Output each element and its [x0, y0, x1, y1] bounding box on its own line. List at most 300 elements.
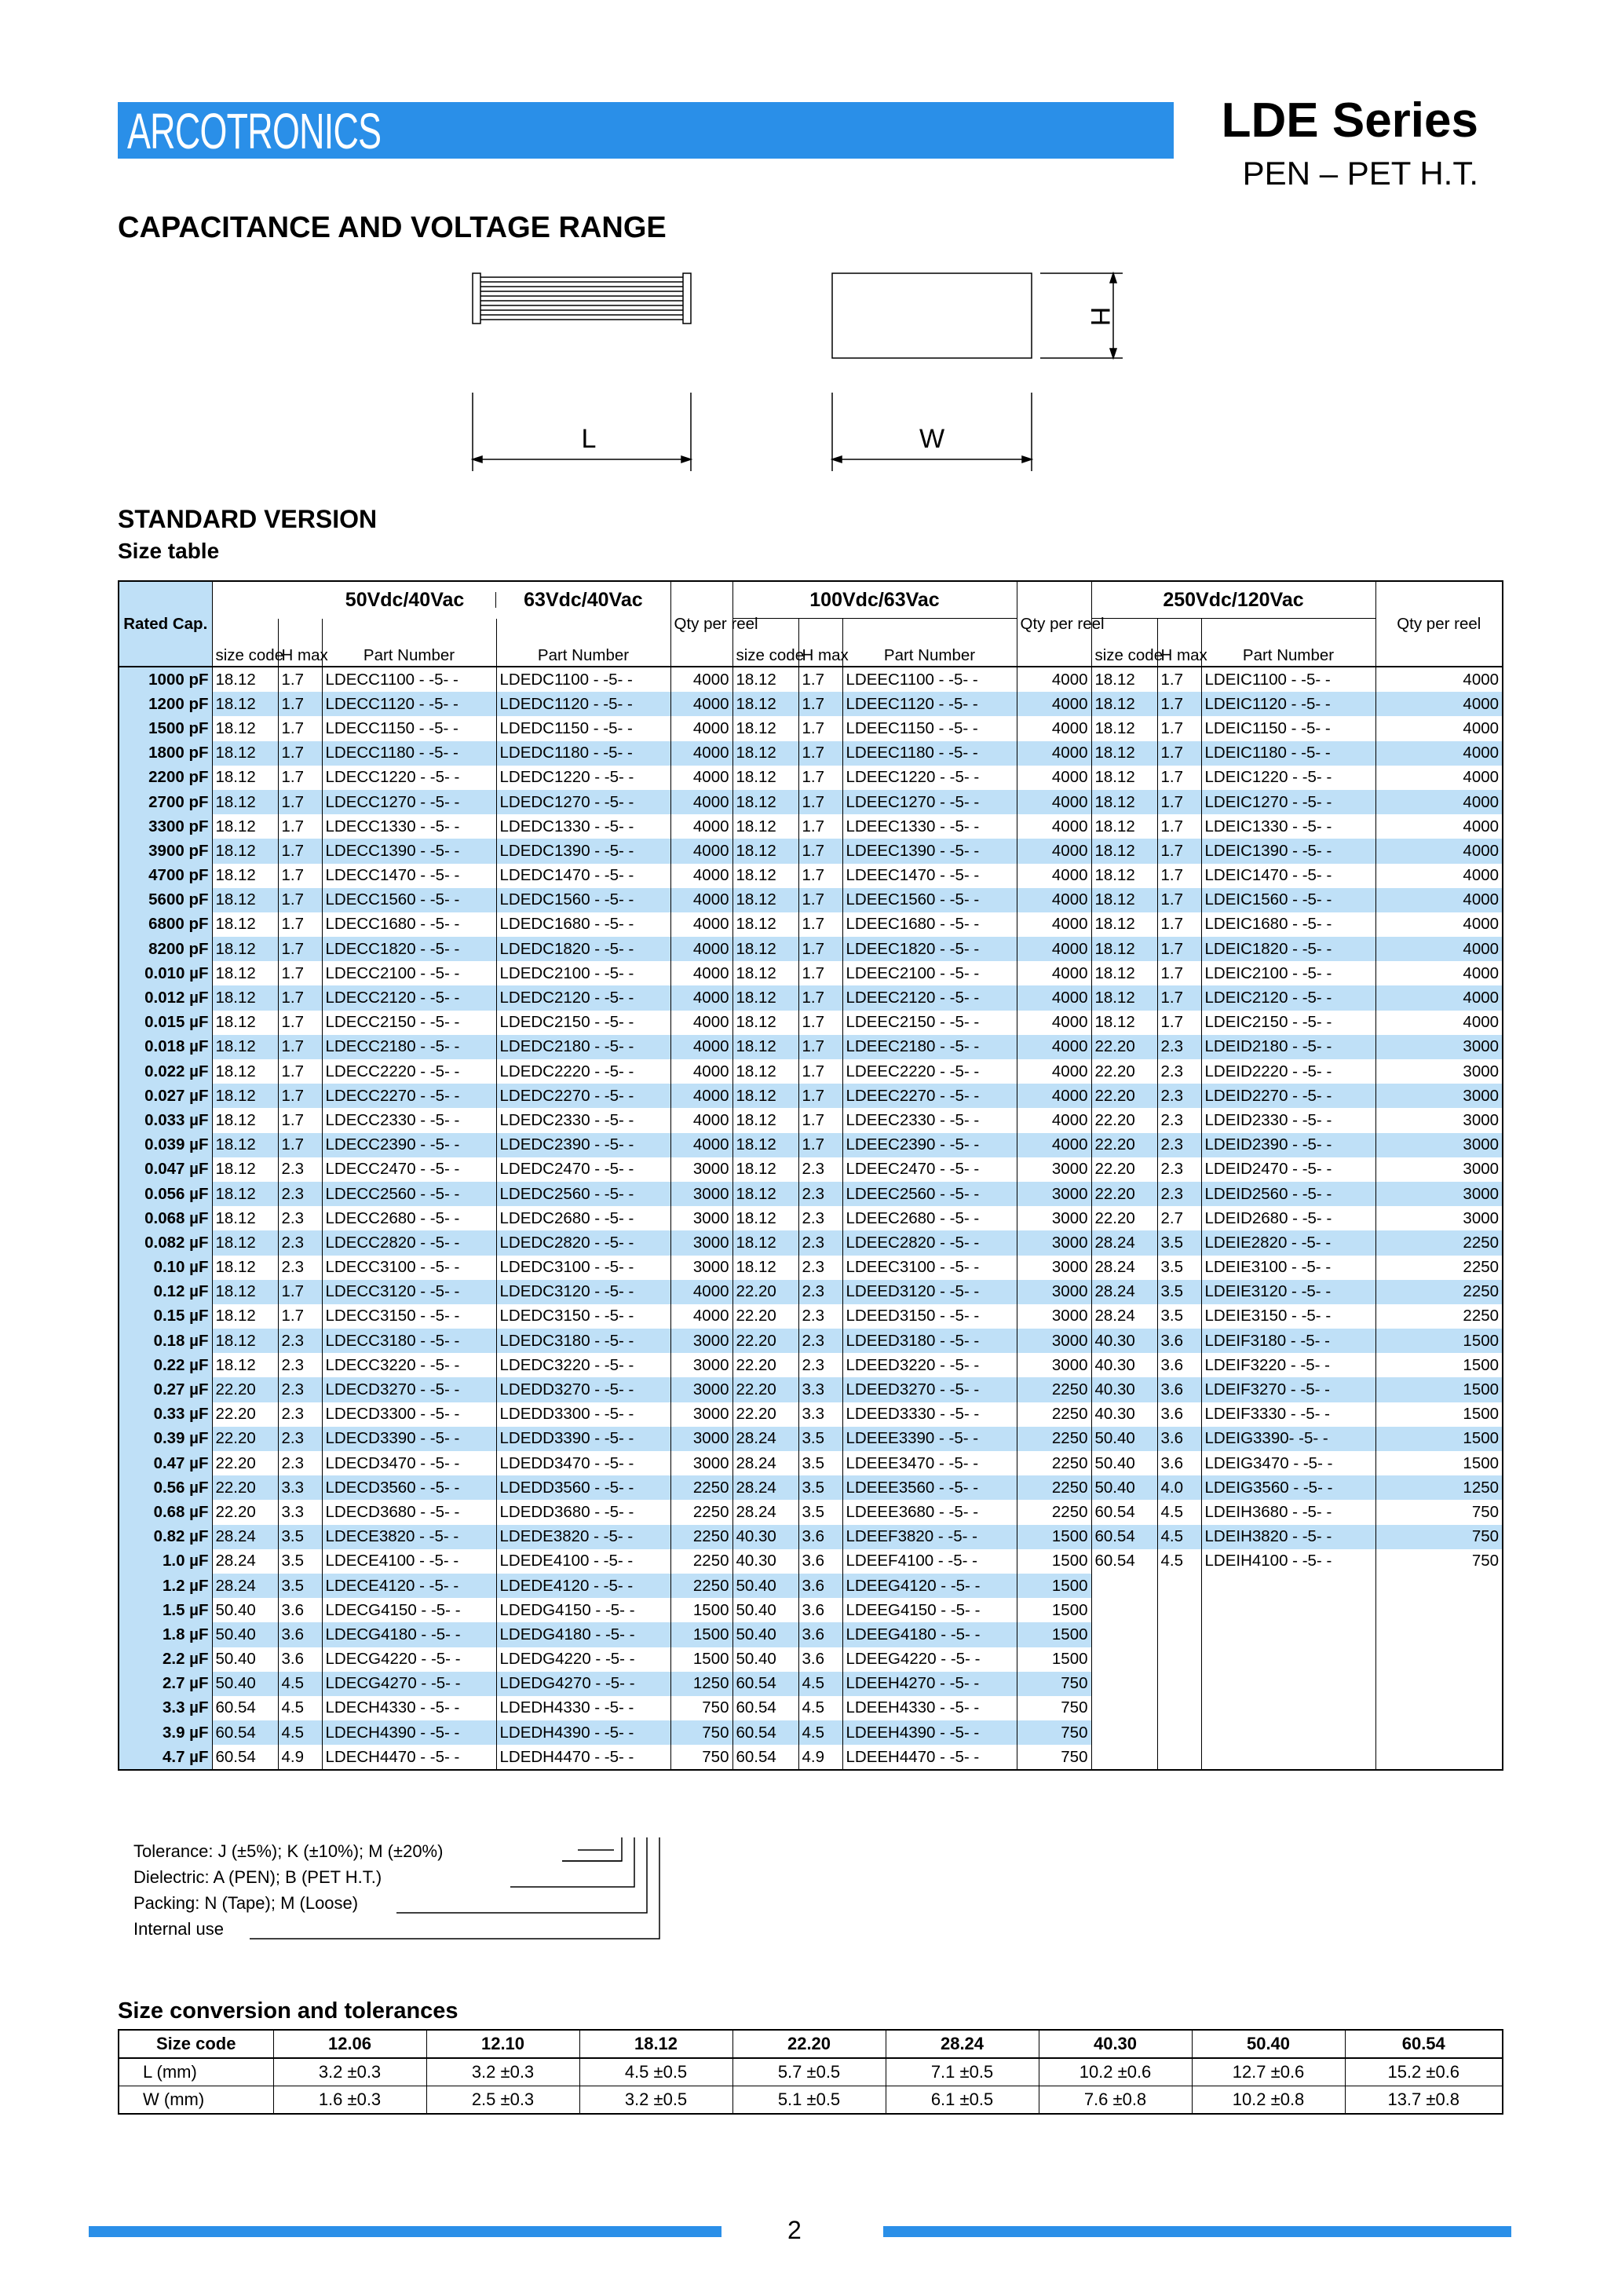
- h-max: 3.6: [278, 1622, 322, 1647]
- cap-value: 1.0 µF: [119, 1549, 212, 1574]
- part-number-100v: LDEEC2150 - -5- -: [842, 1011, 1017, 1035]
- size-code: 18.12: [212, 937, 278, 961]
- size-code: 22.20: [212, 1475, 278, 1500]
- h-max: 2.3: [278, 1329, 322, 1353]
- qty-per-reel: 4000: [1017, 864, 1091, 888]
- qty-per-reel: 2250: [1017, 1377, 1091, 1402]
- part-number-63v: LDEDC3150 - -5- -: [496, 1304, 670, 1329]
- h-max: 3.5: [798, 1475, 842, 1500]
- size-code: 60.54: [732, 1672, 798, 1696]
- h-max: 1.7: [1157, 1011, 1201, 1035]
- part-number-250v: LDEIC2100 - -5- -: [1201, 961, 1375, 985]
- qty-per-reel: 2250: [1375, 1230, 1503, 1255]
- h-max: 1.7: [278, 1035, 322, 1059]
- part-number-63v: LDEDC1330 - -5- -: [496, 814, 670, 839]
- size-code: 18.12: [732, 937, 798, 961]
- size-code: 18.12: [212, 961, 278, 985]
- h-max: 3.6: [1157, 1329, 1201, 1353]
- part-number-50v: LDECG4220 - -5- -: [322, 1647, 496, 1672]
- qty-per-reel: 1500: [1375, 1377, 1503, 1402]
- size-code: 50.40: [212, 1622, 278, 1647]
- qty-per-reel: 750: [1017, 1672, 1091, 1696]
- dimension-value: 7.1 ±0.5: [886, 2058, 1039, 2086]
- size-code: 18.12: [732, 790, 798, 814]
- size-code: 40.30: [1091, 1377, 1157, 1402]
- qty-per-reel: 4000: [1375, 790, 1503, 814]
- part-number-63v: LDEDC3120 - -5- -: [496, 1280, 670, 1304]
- voltage-header-250: 250Vdc/120Vac: [1091, 581, 1375, 619]
- size-code: 18.12: [1091, 839, 1157, 863]
- h-max: 2.3: [798, 1304, 842, 1329]
- size-code: 40.30: [1091, 1353, 1157, 1377]
- part-number-50v: LDECC1330 - -5- -: [322, 814, 496, 839]
- h-max: 3.6: [1157, 1353, 1201, 1377]
- h-max: 1.7: [798, 961, 842, 985]
- cap-value: 8200 pF: [119, 937, 212, 961]
- part-number-100v: LDEED3180 - -5- -: [842, 1329, 1017, 1353]
- h-max: 1.7: [278, 839, 322, 863]
- h-max: 1.7: [1157, 766, 1201, 790]
- size-code: 18.12: [732, 912, 798, 937]
- qty-per-reel: 3000: [670, 1329, 732, 1353]
- h-max: 3.5: [798, 1451, 842, 1475]
- footer-bar-right: [883, 2226, 1511, 2237]
- qty-per-reel: 4000: [670, 1035, 732, 1059]
- h-max: 4.5: [798, 1672, 842, 1696]
- qty-per-reel: 4000: [670, 741, 732, 766]
- qty-per-reel: 4000: [1017, 961, 1091, 985]
- cap-value: 1.5 µF: [119, 1598, 212, 1622]
- part-number-100v: LDEEC2330 - -5- -: [842, 1108, 1017, 1132]
- size-code: 18.12: [732, 864, 798, 888]
- part-number-63v: LDEDC3180 - -5- -: [496, 1329, 670, 1353]
- part-number-100v: LDEEC2100 - -5- -: [842, 961, 1017, 985]
- size-code-column: 40.30: [1039, 2030, 1192, 2058]
- qty-per-reel: 750: [1375, 1500, 1503, 1524]
- h-max: 1.7: [278, 1280, 322, 1304]
- cap-value: 1.2 µF: [119, 1574, 212, 1598]
- part-number-100v: LDEEC1330 - -5- -: [842, 814, 1017, 839]
- qty-per-reel: 1500: [670, 1647, 732, 1672]
- cap-value: 0.018 µF: [119, 1035, 212, 1059]
- h-max: 4.5: [798, 1720, 842, 1745]
- qty-per-reel: 4000: [1375, 864, 1503, 888]
- part-number-250v: LDEIC2120 - -5- -: [1201, 985, 1375, 1010]
- part-number-100v: LDEEC1180 - -5- -: [842, 741, 1017, 766]
- cap-value: 0.033 µF: [119, 1108, 212, 1132]
- cap-header: Rated Cap.: [119, 581, 212, 667]
- h-max: 1.7: [1157, 667, 1201, 692]
- h-max: 2.3: [798, 1256, 842, 1280]
- h-max: 3.6: [1157, 1377, 1201, 1402]
- dimension-label: L (mm): [119, 2058, 273, 2086]
- h-max: 1.7: [1157, 961, 1201, 985]
- h-max: 3.5: [278, 1574, 322, 1598]
- h-max: 1.7: [798, 1133, 842, 1157]
- cap-value: 0.056 µF: [119, 1182, 212, 1206]
- size-code-column: 22.20: [732, 2030, 886, 2058]
- cap-value: 0.18 µF: [119, 1329, 212, 1353]
- cap-value: 4.7 µF: [119, 1745, 212, 1770]
- size-code-header: size code: [212, 619, 278, 667]
- size-code: 18.12: [212, 1280, 278, 1304]
- h-max: 1.7: [278, 864, 322, 888]
- size-code: 18.12: [1091, 937, 1157, 961]
- size-code: 18.12: [732, 1206, 798, 1230]
- part-number-100v: LDEEC2470 - -5- -: [842, 1157, 1017, 1182]
- dimension-value: 1.6 ±0.3: [273, 2086, 426, 2115]
- size-code: 18.12: [212, 1084, 278, 1108]
- qty-per-reel: 4000: [1017, 888, 1091, 912]
- size-code: 18.12: [212, 1035, 278, 1059]
- cap-value: 3300 pF: [119, 814, 212, 839]
- h-max: 1.7: [798, 864, 842, 888]
- qty-per-reel: 2250: [1017, 1427, 1091, 1451]
- part-number-100v: LDEED3270 - -5- -: [842, 1377, 1017, 1402]
- qty-per-reel: 4000: [670, 1280, 732, 1304]
- cap-value: 0.012 µF: [119, 985, 212, 1010]
- h-max: 1.7: [278, 912, 322, 937]
- part-number-63v: LDEDD3300 - -5- -: [496, 1402, 670, 1427]
- part-number-250v: LDEIF3220 - -5- -: [1201, 1353, 1375, 1377]
- part-number-100v: LDEEC3100 - -5- -: [842, 1256, 1017, 1280]
- h-max: 1.7: [1157, 864, 1201, 888]
- qty-per-reel: 4000: [1017, 1084, 1091, 1108]
- size-code-column: 18.12: [579, 2030, 732, 2058]
- qty-per-reel: 1500: [1375, 1451, 1503, 1475]
- h-max: 3.3: [798, 1402, 842, 1427]
- dimension-value: 15.2 ±0.6: [1345, 2058, 1503, 2086]
- h-max: 3.6: [798, 1598, 842, 1622]
- size-code: 28.24: [212, 1574, 278, 1598]
- part-number-100v: LDEEC2220 - -5- -: [842, 1059, 1017, 1084]
- h-max: 2.3: [798, 1206, 842, 1230]
- qty-per-reel: 750: [1017, 1745, 1091, 1770]
- conversion-title: Size conversion and tolerances: [118, 1998, 458, 2024]
- qty-per-reel: 4000: [670, 937, 732, 961]
- cap-value: 0.33 µF: [119, 1402, 212, 1427]
- size-code: 50.40: [732, 1622, 798, 1647]
- dimension-value: 10.2 ±0.8: [1192, 2086, 1345, 2115]
- h-max: 1.7: [798, 1084, 842, 1108]
- part-number-100v: LDEEC1220 - -5- -: [842, 766, 1017, 790]
- qty-per-reel: 4000: [1017, 985, 1091, 1010]
- qty-header: Qty per reel: [1375, 581, 1503, 667]
- h-max: 1.7: [278, 716, 322, 740]
- size-code: 28.24: [732, 1475, 798, 1500]
- qty-per-reel: 2250: [1017, 1475, 1091, 1500]
- qty-per-reel: 2250: [670, 1574, 732, 1598]
- cap-value: 0.27 µF: [119, 1377, 212, 1402]
- size-code: 60.54: [212, 1720, 278, 1745]
- part-number-50v: LDECC2270 - -5- -: [322, 1084, 496, 1108]
- qty-per-reel: 1500: [1017, 1574, 1091, 1598]
- size-code: 18.12: [732, 1059, 798, 1084]
- part-number-250v: LDEID2330 - -5- -: [1201, 1108, 1375, 1132]
- size-code: 22.20: [732, 1280, 798, 1304]
- qty-per-reel: 4000: [670, 1108, 732, 1132]
- qty-per-reel: 4000: [1017, 716, 1091, 740]
- qty-per-reel: 4000: [1017, 912, 1091, 937]
- qty-per-reel: 4000: [1375, 839, 1503, 863]
- size-code: 18.12: [1091, 864, 1157, 888]
- h-max: 4.5: [798, 1696, 842, 1720]
- h-max: 1.7: [1157, 741, 1201, 766]
- cap-value: 1.8 µF: [119, 1622, 212, 1647]
- size-code-column: 28.24: [886, 2030, 1039, 2058]
- part-number-100v: LDEEG4120 - -5- -: [842, 1574, 1017, 1598]
- size-code: 50.40: [732, 1647, 798, 1672]
- h-max: 4.5: [1157, 1525, 1201, 1549]
- qty-per-reel: 1250: [670, 1672, 732, 1696]
- cap-value: 0.027 µF: [119, 1084, 212, 1108]
- h-max: 4.5: [278, 1720, 322, 1745]
- cap-value: 2.7 µF: [119, 1672, 212, 1696]
- size-code: 28.24: [212, 1525, 278, 1549]
- part-number-50v: LDECC1180 - -5- -: [322, 741, 496, 766]
- qty-per-reel: 1500: [1017, 1598, 1091, 1622]
- size-code: 50.40: [1091, 1427, 1157, 1451]
- h-max: 3.6: [1157, 1427, 1201, 1451]
- part-number-50v: LDECG4270 - -5- -: [322, 1672, 496, 1696]
- h-max: 1.7: [278, 1011, 322, 1035]
- size-code: 50.40: [212, 1647, 278, 1672]
- part-number-63v: LDEDE4120 - -5- -: [496, 1574, 670, 1598]
- part-number-100v: LDEEC1150 - -5- -: [842, 716, 1017, 740]
- conversion-body: [119, 2058, 1503, 2114]
- qty-per-reel: 4000: [1017, 1059, 1091, 1084]
- size-code: 22.20: [732, 1377, 798, 1402]
- size-code: 22.20: [732, 1304, 798, 1329]
- qty-per-reel: 4000: [1375, 912, 1503, 937]
- h-max: 3.5: [798, 1500, 842, 1524]
- part-number-100v: LDEEC1100 - -5- -: [842, 667, 1017, 692]
- part-number-63v: LDEDG4270 - -5- -: [496, 1672, 670, 1696]
- size-code-column: 60.54: [1345, 2030, 1503, 2058]
- cap-value: 1000 pF: [119, 667, 212, 692]
- h-max: 3.6: [278, 1647, 322, 1672]
- legend-packing: Packing: N (Tape); M (Loose): [133, 1893, 359, 1913]
- legend-internal: Internal use: [133, 1919, 224, 1939]
- h-max: 2.3: [278, 1157, 322, 1182]
- part-number-250v: LDEIC1560 - -5- -: [1201, 888, 1375, 912]
- size-code: 18.12: [212, 912, 278, 937]
- size-code: 22.20: [212, 1377, 278, 1402]
- part-number-250v: LDEIC1270 - -5- -: [1201, 790, 1375, 814]
- qty-per-reel: 3000: [670, 1157, 732, 1182]
- h-max: 1.7: [278, 1133, 322, 1157]
- part-number-50v: LDECC2180 - -5- -: [322, 1035, 496, 1059]
- part-number-250v: LDEID2680 - -5- -: [1201, 1206, 1375, 1230]
- part-number-63v: LDEDC3220 - -5- -: [496, 1353, 670, 1377]
- size-code: 18.12: [212, 1182, 278, 1206]
- cap-value: 0.022 µF: [119, 1059, 212, 1084]
- size-code: 18.12: [212, 1108, 278, 1132]
- part-number-63v: LDEDC1470 - -5- -: [496, 864, 670, 888]
- part-number-100v: LDEEF4100 - -5- -: [842, 1549, 1017, 1574]
- h-max: 1.7: [278, 790, 322, 814]
- part-number-63v: LDEDC2150 - -5- -: [496, 1011, 670, 1035]
- qty-per-reel: 4000: [1017, 1108, 1091, 1132]
- size-code-column: 12.10: [426, 2030, 579, 2058]
- size-code: 18.12: [732, 1084, 798, 1108]
- cap-value: 0.15 µF: [119, 1304, 212, 1329]
- size-code: 18.12: [212, 1256, 278, 1280]
- part-number-250v: LDEIC1820 - -5- -: [1201, 937, 1375, 961]
- h-max: 2.3: [798, 1157, 842, 1182]
- part-number-250v: LDEIE2820 - -5- -: [1201, 1230, 1375, 1255]
- size-code: 40.30: [1091, 1402, 1157, 1427]
- qty-per-reel: 4000: [670, 766, 732, 790]
- cap-value: 1200 pF: [119, 692, 212, 716]
- size-code: 22.20: [1091, 1084, 1157, 1108]
- size-code: 18.12: [732, 1157, 798, 1182]
- h-max: 2.3: [278, 1451, 322, 1475]
- dimension-value: 10.2 ±0.6: [1039, 2058, 1192, 2086]
- part-number-100v: LDEEG4150 - -5- -: [842, 1598, 1017, 1622]
- size-code: 22.20: [1091, 1059, 1157, 1084]
- h-max: 2.3: [798, 1230, 842, 1255]
- part-number-50v: LDECD3390 - -5- -: [322, 1427, 496, 1451]
- size-code: 18.12: [212, 1011, 278, 1035]
- size-code: 18.12: [212, 667, 278, 692]
- part-number-250v: LDEID2390 - -5- -: [1201, 1133, 1375, 1157]
- qty-per-reel: 3000: [1017, 1157, 1091, 1182]
- cap-value: 0.068 µF: [119, 1206, 212, 1230]
- conversion-row: [119, 2058, 1503, 2086]
- part-number-250v: LDEIC1150 - -5- -: [1201, 716, 1375, 740]
- qty-per-reel: 3000: [670, 1377, 732, 1402]
- h-max: 1.7: [278, 1084, 322, 1108]
- part-number-250v: LDEIE3100 - -5- -: [1201, 1256, 1375, 1280]
- part-number-250v: LDEIH3820 - -5- -: [1201, 1525, 1375, 1549]
- size-code: 18.12: [732, 766, 798, 790]
- size-code: 22.20: [1091, 1157, 1157, 1182]
- h-max: 1.7: [278, 1108, 322, 1132]
- h-max: 2.3: [278, 1206, 322, 1230]
- qty-per-reel: 4000: [670, 961, 732, 985]
- qty-per-reel: 1500: [1017, 1647, 1091, 1672]
- part-number-100v: LDEEC1470 - -5- -: [842, 864, 1017, 888]
- qty-header: Qty per reel: [670, 581, 732, 667]
- qty-per-reel: 4000: [1375, 1011, 1503, 1035]
- qty-per-reel: 3000: [1375, 1059, 1503, 1084]
- series-title: LDE Series: [1221, 93, 1478, 148]
- size-code: 50.40: [732, 1574, 798, 1598]
- part-number-100v: LDEEG4220 - -5- -: [842, 1647, 1017, 1672]
- label-l: L: [581, 424, 597, 454]
- qty-per-reel: 1500: [1375, 1402, 1503, 1427]
- h-max: 4.5: [278, 1672, 322, 1696]
- qty-per-reel: 4000: [1375, 814, 1503, 839]
- part-number-50v: LDECD3470 - -5- -: [322, 1451, 496, 1475]
- part-number-50v: LDECG4180 - -5- -: [322, 1622, 496, 1647]
- h-max: 1.7: [798, 692, 842, 716]
- size-code: 18.12: [732, 961, 798, 985]
- dimension-label: W (mm): [119, 2086, 273, 2115]
- h-max: 1.7: [798, 790, 842, 814]
- part-number-100v: LDEED3150 - -5- -: [842, 1304, 1017, 1329]
- h-max: 1.7: [1157, 692, 1201, 716]
- cap-value: 3.9 µF: [119, 1720, 212, 1745]
- size-code: 40.30: [732, 1549, 798, 1574]
- part-number-50v: LDECC2820 - -5- -: [322, 1230, 496, 1255]
- h-max: 3.6: [798, 1525, 842, 1549]
- qty-per-reel: 750: [1375, 1525, 1503, 1549]
- h-max: 1.7: [798, 1108, 842, 1132]
- part-number-100v: LDEED3220 - -5- -: [842, 1353, 1017, 1377]
- cap-value: 2200 pF: [119, 766, 212, 790]
- h-max: 2.3: [1157, 1035, 1201, 1059]
- size-code: 22.20: [212, 1427, 278, 1451]
- conversion-row: [119, 2086, 1503, 2115]
- size-code: 18.12: [212, 766, 278, 790]
- size-code: 18.12: [1091, 961, 1157, 985]
- qty-per-reel: 2250: [1017, 1451, 1091, 1475]
- qty-per-reel: 4000: [670, 667, 732, 692]
- qty-per-reel: 3000: [1017, 1182, 1091, 1206]
- h-max: 3.5: [1157, 1256, 1201, 1280]
- h-max: 2.3: [278, 1182, 322, 1206]
- size-code-column: 12.06: [273, 2030, 426, 2058]
- part-number-50v: LDECC1390 - -5- -: [322, 839, 496, 863]
- part-number-250v: LDEIC2150 - -5- -: [1201, 1011, 1375, 1035]
- part-number-63v: LDEDC1180 - -5- -: [496, 741, 670, 766]
- part-number-63v: LDEDC2680 - -5- -: [496, 1206, 670, 1230]
- h-max-header: H max: [1157, 619, 1201, 667]
- qty-per-reel: 4000: [670, 692, 732, 716]
- part-number-250v: LDEIG3390- -5- -: [1201, 1427, 1375, 1451]
- h-max: 1.7: [1157, 912, 1201, 937]
- qty-per-reel: 3000: [1017, 1280, 1091, 1304]
- h-max: 1.7: [798, 888, 842, 912]
- size-code: 18.12: [212, 839, 278, 863]
- part-number-50v: LDECC2330 - -5- -: [322, 1108, 496, 1132]
- h-max: 1.7: [798, 912, 842, 937]
- cap-value: 0.10 µF: [119, 1256, 212, 1280]
- h-max: 1.7: [278, 937, 322, 961]
- part-number-63v: LDEDC1390 - -5- -: [496, 839, 670, 863]
- qty-per-reel: 3000: [1017, 1329, 1091, 1353]
- part-number-63v: LDEDH4390 - -5- -: [496, 1720, 670, 1745]
- h-max: 3.6: [798, 1622, 842, 1647]
- size-code: 28.24: [732, 1451, 798, 1475]
- size-code: 18.12: [212, 985, 278, 1010]
- part-number-63v: LDEDG4180 - -5- -: [496, 1622, 670, 1647]
- part-number-250v: LDEID2560 - -5- -: [1201, 1182, 1375, 1206]
- part-number-legend: [133, 1838, 443, 1942]
- size-code: 28.24: [732, 1500, 798, 1524]
- voltage-header-50: 50Vdc/40Vac: [345, 589, 465, 612]
- qty-per-reel: 2250: [1375, 1256, 1503, 1280]
- size-code: 18.12: [1091, 985, 1157, 1010]
- size-code: 18.12: [732, 1108, 798, 1132]
- qty-per-reel: 750: [670, 1720, 732, 1745]
- size-code: 50.40: [732, 1598, 798, 1622]
- h-max: 2.3: [798, 1329, 842, 1353]
- part-number-50v: LDECD3300 - -5- -: [322, 1402, 496, 1427]
- cap-value: 1800 pF: [119, 741, 212, 766]
- qty-per-reel: 3000: [1375, 1157, 1503, 1182]
- h-max: 3.6: [798, 1647, 842, 1672]
- qty-per-reel: 4000: [670, 1084, 732, 1108]
- qty-per-reel: 2250: [670, 1475, 732, 1500]
- size-conversion-table: [118, 2029, 1503, 2115]
- h-max: 1.7: [798, 814, 842, 839]
- part-number-63v: LDEDC2270 - -5- -: [496, 1084, 670, 1108]
- h-max: 3.6: [1157, 1451, 1201, 1475]
- part-number-50v: LDECC1680 - -5- -: [322, 912, 496, 937]
